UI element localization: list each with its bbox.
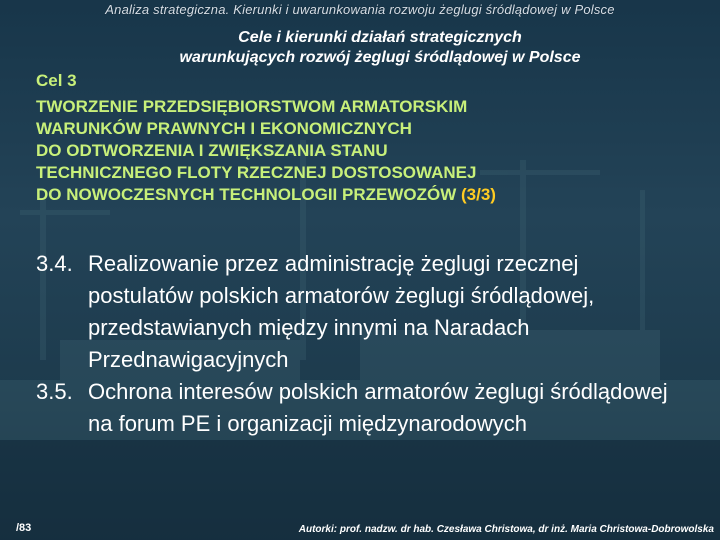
- goal-text: [36, 96, 696, 206]
- subtitle-line-2: warunkujących rozwój żeglugi śródlądowej w Polsce: [179, 49, 581, 66]
- item-text: Realizowanie przez administrację żeglugi rzecznej postulatów polskich armatorów żeglugi śródlądowej, przedstawianych między innymi na Naradach Przednawigacyjnych: [88, 251, 595, 372]
- slide-header: Analiza strategiczna. Kierunki i uwarunkowania rozwoju żeglugi śródlądowej w Polsce: [105, 2, 615, 17]
- slide-subtitle: [120, 28, 640, 68]
- goal-part-indicator: (3/3): [461, 185, 496, 204]
- goal-block: [36, 70, 696, 206]
- item-text: Ochrona interesów polskich armatorów żeglugi śródlądowej na forum PE i organizacji międzynarodowych: [88, 379, 668, 436]
- subtitle-line-1: Cele i kierunki działań strategicznych: [238, 29, 522, 46]
- item-number: 3.4.: [36, 251, 73, 276]
- footer-authors: Autorki: prof. nadzw. dr hab. Czesława Christowa, dr inż. Maria Christowa-Dobrowolska: [298, 524, 714, 535]
- goal-label: Cel 3: [36, 71, 77, 90]
- page-number: /83: [16, 522, 32, 534]
- item-number: 3.5.: [36, 379, 73, 404]
- list-item: [36, 376, 686, 440]
- list-item: [36, 248, 686, 376]
- action-items-list: [36, 248, 686, 440]
- goal-text-body: TWORZENIE PRZEDSIĘBIORSTWOM ARMATORSKIM WARUNKÓW PRAWNYCH I EKONOMICZNYCH DO ODTWORZENIA I ZWIĘKSZANIA STANU TECHNICZNEGO FLOTY RZECZNEJ DOSTOSOWANEJ DO NOWOCZESNYCH TECHNOLOGII PRZEWOZÓW: [36, 97, 477, 204]
